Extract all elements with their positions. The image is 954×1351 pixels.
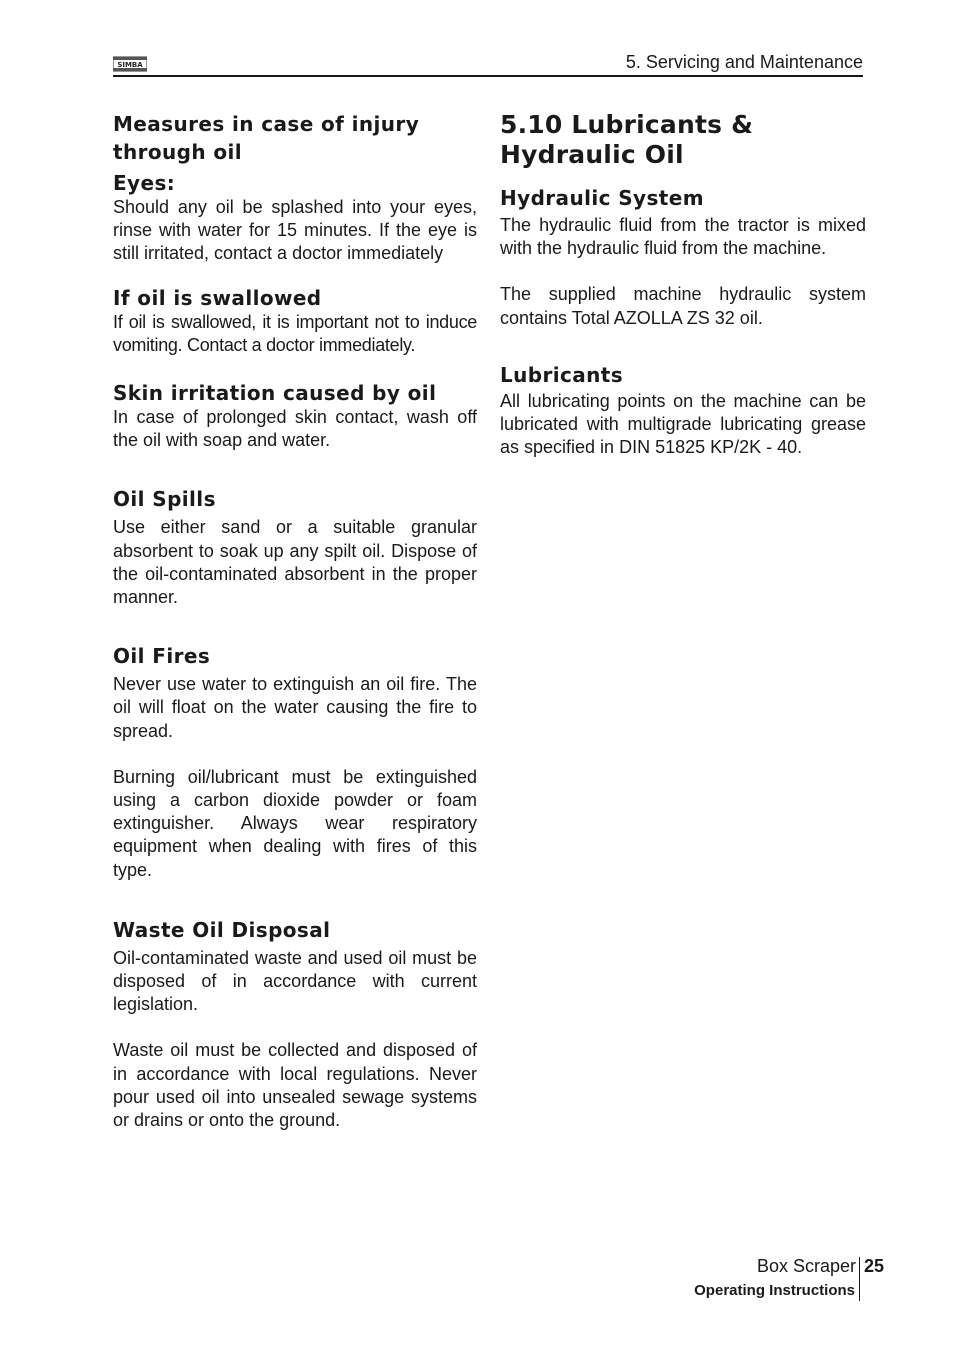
simba-logo [113, 55, 147, 73]
right-column [500, 110, 866, 459]
skin-text: In case of prolonged skin contact, wash off the oil with soap and water. [113, 407, 477, 451]
footer-doc-title: Box Scraper [756, 1256, 856, 1276]
footer-doc-subtitle: Operating Instructions [694, 1282, 855, 1299]
eyes-heading: Eyes: [113, 171, 176, 195]
svg-text:SIMBA: SIMBA [117, 61, 143, 69]
swallowed-heading: If oil is swallowed [113, 285, 322, 310]
waste-text-1: Oil-contaminated waste and used oil must be disposed of in accordance with current legislation. [113, 947, 477, 1015]
header-rule [113, 75, 863, 77]
left-column [113, 110, 477, 1132]
fires-heading: Oil Fires [113, 644, 211, 669]
hydraulic-text-1: The hydraulic fluid from the tractor is mixed with the hydraulic fluid from the machine. [500, 215, 866, 259]
waste-heading: Waste Oil Disposal [113, 917, 331, 942]
fires-text-1: Never use water to extinguish an oil fire. The oil will float on the water causing the fire to spread. [113, 674, 477, 741]
measures-heading: Measures in case of injury through oil [113, 112, 420, 164]
lubricants-text: All lubricating points on the machine can be lubricated with multigrade lubricating grease as specified in DIN 51825 KP/2K - 40. [500, 390, 866, 458]
fires-text-2: Burning oil/lubricant must be extinguished using a carbon dioxide powder or foam extinguisher. Always wear respiratory equipment when dealing with fires of this type. [113, 766, 477, 880]
skin-heading: Skin irritation caused by oil [113, 381, 437, 406]
footer-divider [859, 1257, 860, 1301]
page-number: 25 [864, 1256, 885, 1276]
waste-text-2: Waste oil must be collected and disposed of in accordance with local regulations. Never pour used oil into unsealed sewage systems or drains or onto the ground. [113, 1040, 477, 1131]
spills-heading: Oil Spills [113, 487, 216, 512]
swallowed-text: If oil is swallowed, it is important not to induce vomiting. Contact a doctor immediately. [113, 311, 477, 355]
section-title: 5.10 Lubricants & Hydraulic Oil [500, 110, 754, 169]
hydraulic-text-2: The supplied machine hydraulic system contains Total AZOLLA ZS 32 oil. [500, 284, 866, 328]
section-label: 5. Servicing and Maintenance [625, 52, 863, 72]
hydraulic-heading: Hydraulic System [500, 186, 704, 210]
spills-text: Use either sand or a suitable granular absorbent to soak up any spilt oil. Dispose of the oil-contaminated absorbent in the proper manner. [113, 517, 477, 608]
lubricants-heading: Lubricants [500, 362, 624, 387]
eyes-text: Should any oil be splashed into your eyes, rinse with water for 15 minutes. If the eye is still irritated, contact a doctor immediately [113, 197, 477, 264]
